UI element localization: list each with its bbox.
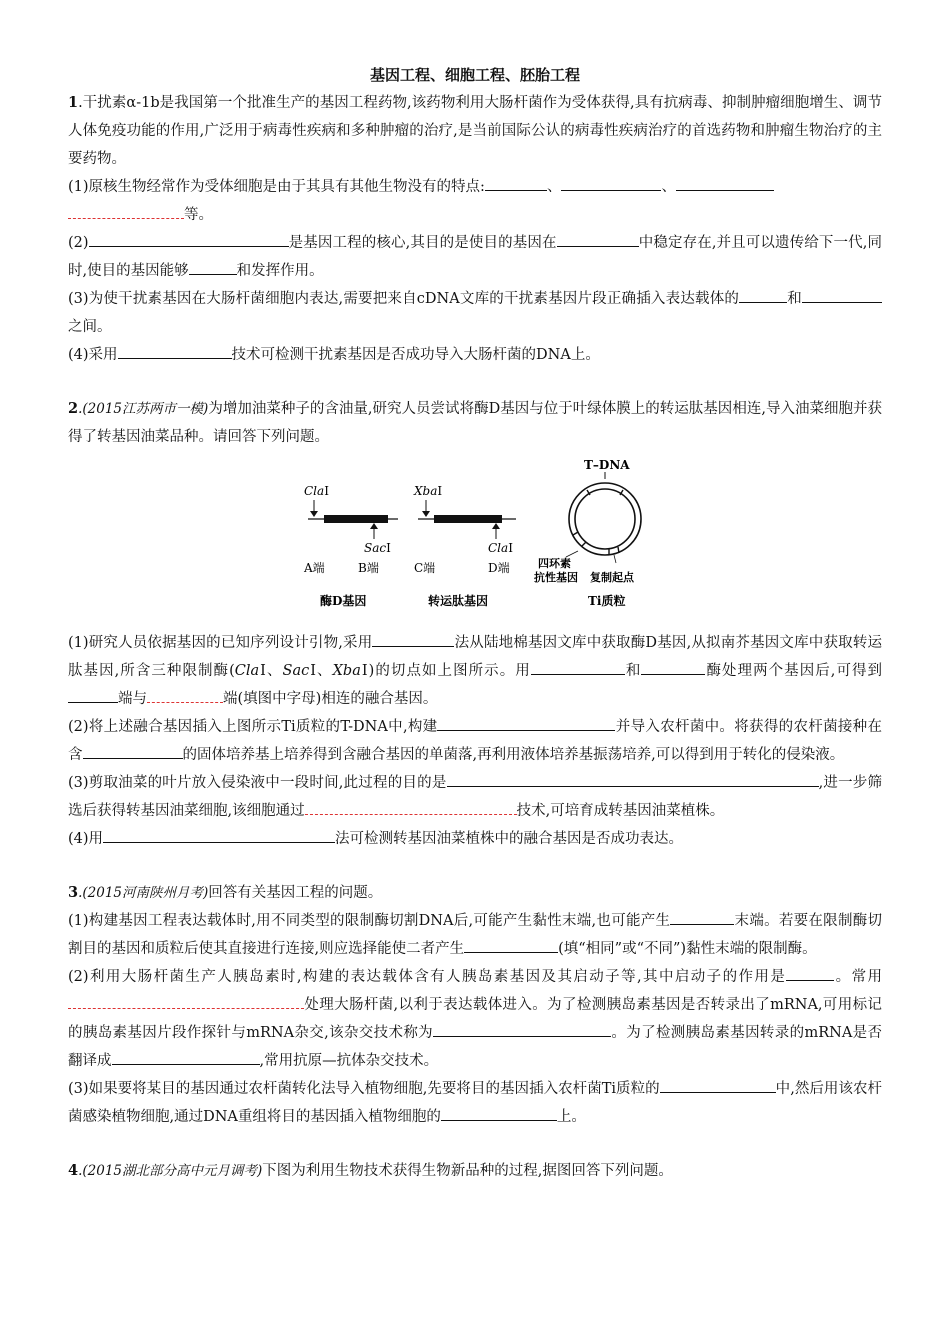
answer-blank[interactable] bbox=[485, 174, 547, 191]
answer-blank[interactable] bbox=[786, 964, 834, 981]
answer-blank[interactable] bbox=[464, 936, 558, 953]
q1-part-1: (1)原核生物经常作为受体细胞是由于其具有其他生物没有的特点: 、 、 等。 bbox=[68, 173, 882, 229]
q3-part-2: (2)利用大肠杆菌生产人胰岛素时,构建的表达载体含有人胰岛素基因及其启动子等,其中启动子的作用是 。常用处理大肠杆菌,以利于表达载体进入。为了检测胰岛素基因是否转录出了mRNA,可用标记的胰岛素基因片段作探针与mRNA杂交,该杂交技术称为 。为了检测胰岛素基因转录的mRNA是否翻译成 ,常用抗原—抗体杂交技术。 bbox=[68, 963, 882, 1075]
end-d-label: D端 bbox=[488, 561, 510, 575]
arrow-head bbox=[370, 523, 378, 529]
page-title: 基因工程、细胞工程、胚胎工程 bbox=[369, 66, 580, 84]
answer-blank[interactable] bbox=[433, 1020, 611, 1037]
answer-blank[interactable] bbox=[557, 230, 639, 247]
plasmid-inner-ring bbox=[575, 489, 635, 549]
answer-blank[interactable] bbox=[437, 714, 615, 731]
answer-blank[interactable] bbox=[118, 342, 232, 359]
answer-blank[interactable] bbox=[670, 908, 734, 925]
q2-part-3: (3)剪取油菜的叶片放入侵染液中一段时间,此过程的目的是 ,进一步筛选后获得转基因油菜细胞,该细胞通过 技术,可培育成转基因油菜植株。 bbox=[68, 769, 882, 825]
question-2 bbox=[68, 395, 882, 853]
answer-blank[interactable] bbox=[372, 630, 454, 647]
answer-blank[interactable] bbox=[739, 286, 787, 303]
answer-blank[interactable] bbox=[802, 286, 882, 303]
answer-blank[interactable] bbox=[68, 686, 118, 703]
marker-boundary bbox=[582, 542, 586, 546]
gene-segment bbox=[324, 515, 388, 523]
answer-blank[interactable] bbox=[189, 258, 237, 275]
resistance-gene-label: 抗性基因 bbox=[534, 571, 578, 584]
end-a-label: A端 bbox=[304, 561, 325, 575]
cla-label: ClaⅠ bbox=[488, 541, 513, 555]
arrow-head bbox=[422, 511, 430, 517]
q4-intro: 4.(2015湖北部分高中元月调考)下图为利用生物技术获得生物新品种的过程,据图回答下列问题。 bbox=[68, 1162, 673, 1179]
q2-part-2: (2)将上述融合基因插入上图所示Ti质粒的T-DNA中,构建 并导入农杆菌中。将获得的农杆菌接种在含 的固体培养基上培养得到含融合基因的单菌落,再利用液体培养基振荡培养,可以得到用于转化的侵染液。 bbox=[68, 713, 882, 769]
label-pointer bbox=[614, 555, 616, 563]
cla-label: ClaⅠ bbox=[304, 484, 329, 498]
tdna-label: T–DNA bbox=[584, 458, 630, 472]
q2-part-4: (4)用 法可检测转基因油菜植株中的融合基因是否成功表达。 bbox=[68, 825, 882, 853]
q3-source: .(2015河南陕州月考) bbox=[78, 885, 209, 901]
q1-part-4: (4)采用 技术可检测干扰素基因是否成功导入大肠杆菌的DNA上。 bbox=[68, 341, 882, 369]
q3-part-1: (1)构建基因工程表达载体时,用不同类型的限制酶切割DNA后,可能产生黏性末端,也可能产生 末端。若要在限制酶切割目的基因和质粒后使其直接进行连接,则应选择能使二者产生 (填“相同”或“不同”)黏性末端的限制酶。 bbox=[68, 907, 882, 963]
answer-blank[interactable] bbox=[660, 1076, 776, 1093]
q3-intro: 3.(2015河南陕州月考)回答有关基因工程的问题。 bbox=[68, 884, 383, 901]
arrow-head bbox=[310, 511, 318, 517]
answer-blank[interactable] bbox=[112, 1048, 260, 1065]
marker-boundary bbox=[573, 532, 578, 535]
gene-figure bbox=[68, 455, 882, 617]
answer-blank[interactable] bbox=[531, 658, 625, 675]
gene-diagram bbox=[68, 455, 882, 617]
answer-blank[interactable] bbox=[305, 798, 517, 815]
ori-boundary bbox=[618, 547, 619, 553]
ti-plasmid-caption: Ti质粒 bbox=[588, 594, 626, 608]
ori-label: 复制起点 bbox=[590, 571, 634, 584]
q4-number: 4 bbox=[68, 1162, 79, 1179]
answer-blank[interactable] bbox=[447, 770, 819, 787]
answer-blank[interactable] bbox=[676, 174, 774, 191]
answer-blank[interactable] bbox=[103, 826, 335, 843]
answer-blank[interactable] bbox=[68, 992, 304, 1009]
q2-source: .(2015江苏两市一模) bbox=[78, 401, 209, 417]
xba-label: XbaⅠ bbox=[414, 484, 443, 498]
answer-blank[interactable] bbox=[89, 230, 289, 247]
q4-source: .(2015湖北部分高中元月调考) bbox=[78, 1163, 263, 1179]
transit-peptide-caption: 转运肽基因 bbox=[428, 594, 489, 608]
answer-blank[interactable] bbox=[561, 174, 661, 191]
end-c-label: C端 bbox=[414, 561, 436, 575]
answer-blank[interactable] bbox=[147, 686, 223, 703]
sac-label: SacⅠ bbox=[364, 541, 391, 555]
question-3 bbox=[68, 879, 882, 1131]
q1-intro: 1.干扰素α-1b是我国第一个批准生产的基因工程药物,该药物利用大肠杆菌作为受体获得,具有抗病毒、抑制肿瘤细胞增生、调节人体免疫功能的作用,广泛用于病毒性疾病和多种肿瘤的治疗,是当前国际公认的病毒性疾病治疗的首选药物和肿瘤生物治疗的主要药物。 bbox=[68, 94, 882, 167]
enzyme-d-gene bbox=[303, 484, 398, 608]
answer-blank[interactable] bbox=[441, 1104, 557, 1121]
enzyme-d-caption: 酶D基因 bbox=[320, 594, 367, 608]
worksheet-page bbox=[68, 56, 882, 1185]
q3-part-3: (3)如果要将某目的基因通过农杆菌转化法导入植物细胞,先要将目的基因插入农杆菌Ti质粒的 中,然后用该农杆菌感染植物细胞,通过DNA重组将目的基因插入植物细胞的 上。 bbox=[68, 1075, 882, 1131]
ti-plasmid bbox=[534, 458, 641, 608]
q2-part-1: (1)研究人员依据基因的已知序列设计引物,采用 法从陆地棉基因文库中获取酶D基因,从拟南芥基因文库中获取转运肽基因,所含三种限制酶(ClaⅠ、SacⅠ、XbaⅠ)的切点如上图所示。用 和 酶处理两个基因后,可得到端与 端(填图中字母)相连的融合基因。 bbox=[68, 629, 882, 713]
q1-number: 1 bbox=[68, 94, 79, 111]
answer-blank[interactable] bbox=[641, 658, 705, 675]
answer-blank[interactable] bbox=[83, 742, 183, 759]
question-1 bbox=[68, 89, 882, 369]
q1-part-2: (2) 是基因工程的核心,其目的是使目的基因在 中稳定存在,并且可以遗传给下一代,同时,使目的基因能够 和发挥作用。 bbox=[68, 229, 882, 285]
arrow-head bbox=[492, 523, 500, 529]
question-4 bbox=[68, 1157, 882, 1185]
transit-peptide-gene bbox=[413, 484, 516, 608]
end-b-label: B端 bbox=[358, 561, 379, 575]
gene-segment bbox=[434, 515, 502, 523]
plasmid-outer-ring bbox=[569, 483, 641, 555]
answer-blank[interactable] bbox=[68, 202, 184, 219]
q1-part-3: (3)为使干扰素基因在大肠杆菌细胞内表达,需要把来自cDNA文库的干扰素基因片段正确插入表达载体的 和之间。 bbox=[68, 285, 882, 341]
q2-intro: 2.(2015江苏两市一模)为增加油菜种子的含油量,研究人员尝试将酶D基因与位于叶绿体膜上的转运肽基因相连,导入油菜细胞并获得了转基因油菜品种。请回答下列问题。 bbox=[68, 400, 882, 445]
q3-number: 3 bbox=[68, 884, 79, 901]
q2-number: 2 bbox=[68, 400, 79, 417]
tetracycline-label: 四环素 bbox=[538, 557, 571, 570]
